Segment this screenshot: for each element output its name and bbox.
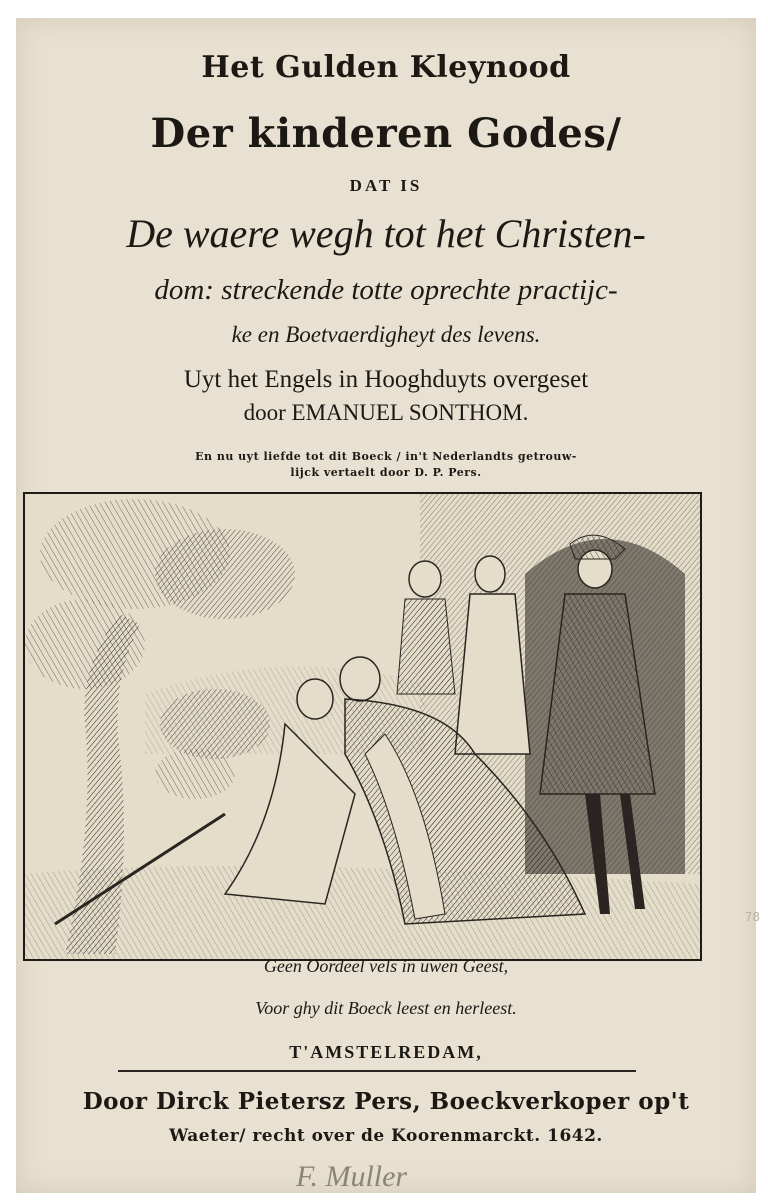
translator-line: door EMANUEL SONTHOM. xyxy=(243,400,529,425)
title-page xyxy=(16,18,760,1193)
imprint-line-1: Door Dirck Pietersz Pers, Boeckverkoper op't xyxy=(82,1088,690,1115)
imprint-line-2: Waeter/ recht over de Koorenmarckt. 1642. xyxy=(169,1126,603,1146)
woodcut-illustration xyxy=(23,492,702,961)
verse-line-1: Geen Oordeel vels in uwen Geest, xyxy=(263,956,509,976)
margin-mark: 78 xyxy=(744,910,760,924)
title-line-2: Der kinderen Godes/ xyxy=(150,110,622,157)
divider-rule xyxy=(118,1070,636,1072)
woodcut-scene xyxy=(25,494,700,959)
verse-line-2: Voor ghy dit Boeck leest en herleest. xyxy=(255,998,517,1018)
pencil-annotation: F. Muller xyxy=(296,1160,408,1193)
subtitle-line-1: De waere wegh tot het Christen- xyxy=(126,211,646,256)
subtitle-line-2: dom: streckende totte oprechte practijc- xyxy=(154,274,618,306)
subtitle-line-3: ke en Boetvaerdigheyt des levens. xyxy=(231,322,541,347)
dutch-translation-line-2: lijck vertaelt door D. P. Pers. xyxy=(290,466,482,479)
dutch-translation-line-1: En nu uyt liefde tot dit Boeck / in't Nederlandts getrouw- xyxy=(195,450,577,463)
imprint-place: T'AMSTELREDAM, xyxy=(289,1042,483,1062)
title-dat-is: DAT IS xyxy=(349,176,423,195)
title-line-1: Het Gulden Kleynood xyxy=(201,50,571,85)
translation-line: Uyt het Engels in Hooghduyts overgeset xyxy=(183,366,589,393)
